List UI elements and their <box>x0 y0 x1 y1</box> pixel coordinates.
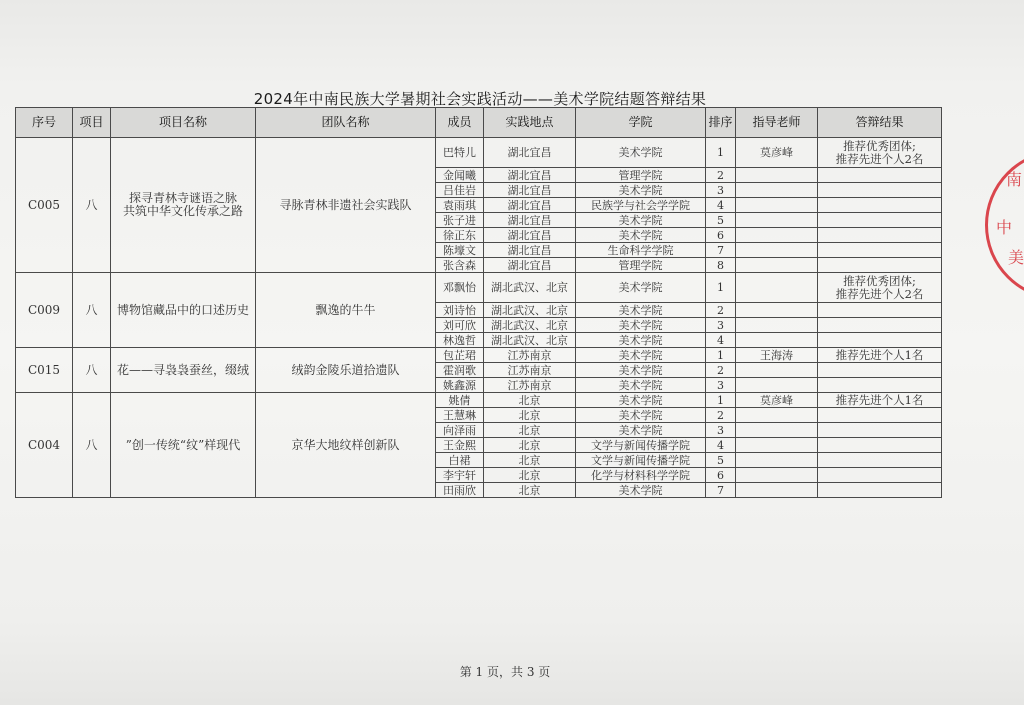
defense-result <box>818 333 942 348</box>
member-name: 林逸哲 <box>436 333 484 348</box>
practice-place: 北京 <box>484 393 576 408</box>
member-name: 金闻曦 <box>436 168 484 183</box>
advisor-name <box>736 438 818 453</box>
member-name: 巴特儿 <box>436 138 484 168</box>
advisor-name: 王海涛 <box>736 348 818 363</box>
defense-result <box>818 213 942 228</box>
advisor-name <box>736 363 818 378</box>
table-body <box>16 138 942 498</box>
member-order: 3 <box>706 183 736 198</box>
defense-result: 推荐优秀团体; 推荐先进个人2名 <box>818 273 942 303</box>
college-name: 美术学院 <box>576 213 706 228</box>
member-order: 7 <box>706 243 736 258</box>
member-name: 张含森 <box>436 258 484 273</box>
defense-result <box>818 243 942 258</box>
member-order: 2 <box>706 168 736 183</box>
college-name: 生命科学学院 <box>576 243 706 258</box>
practice-place: 湖北宜昌 <box>484 198 576 213</box>
member-order: 2 <box>706 303 736 318</box>
member-order: 1 <box>706 138 736 168</box>
defense-result <box>818 318 942 333</box>
member-order: 6 <box>706 228 736 243</box>
defense-result <box>818 363 942 378</box>
advisor-name <box>736 423 818 438</box>
defense-result <box>818 183 942 198</box>
col-header-place: 实践地点 <box>484 108 576 138</box>
member-order: 2 <box>706 363 736 378</box>
header-row <box>16 108 942 138</box>
college-name: 美术学院 <box>576 333 706 348</box>
college-name: 美术学院 <box>576 348 706 363</box>
col-header-order: 排序 <box>706 108 736 138</box>
member-name: 王慧琳 <box>436 408 484 423</box>
member-name: 吕佳岩 <box>436 183 484 198</box>
project-code: C004 <box>16 393 73 498</box>
table-row <box>16 138 942 168</box>
project-name: 探寻青林寺谜语之脉 共筑中华文化传承之路 <box>111 138 256 273</box>
document-title: 2024年中南民族大学暑期社会实践活动——美术学院结题答辩结果 <box>253 90 707 108</box>
college-name: 管理学院 <box>576 258 706 273</box>
defense-result <box>818 408 942 423</box>
practice-place: 江苏南京 <box>484 378 576 393</box>
defense-result <box>818 258 942 273</box>
college-name: 美术学院 <box>576 228 706 243</box>
college-name: 化学与材料科学学院 <box>576 468 706 483</box>
member-name: 姚鑫源 <box>436 378 484 393</box>
college-name: 美术学院 <box>576 303 706 318</box>
practice-place: 湖北宜昌 <box>484 183 576 198</box>
project-code: C005 <box>16 138 73 273</box>
project-name: 花——寻袅袅蚕丝，缀绒 <box>111 348 256 393</box>
member-name: 刘诗怡 <box>436 303 484 318</box>
defense-result: 推荐优秀团体; 推荐先进个人2名 <box>818 138 942 168</box>
member-order: 2 <box>706 408 736 423</box>
college-name: 美术学院 <box>576 363 706 378</box>
member-name: 袁雨琪 <box>436 198 484 213</box>
college-name: 美术学院 <box>576 378 706 393</box>
college-name: 美术学院 <box>576 483 706 498</box>
practice-place: 湖北宜昌 <box>484 228 576 243</box>
member-order: 4 <box>706 198 736 213</box>
red-seal-stamp <box>985 150 1024 300</box>
member-order: 1 <box>706 348 736 363</box>
defense-result <box>818 198 942 213</box>
member-order: 4 <box>706 438 736 453</box>
member-name: 王金熙 <box>436 438 484 453</box>
results-table <box>15 107 942 498</box>
advisor-name <box>736 183 818 198</box>
defense-result <box>818 468 942 483</box>
member-order: 1 <box>706 393 736 408</box>
project-code: C009 <box>16 273 73 348</box>
col-header-index: 序号 <box>16 108 73 138</box>
college-name: 美术学院 <box>576 393 706 408</box>
member-order: 5 <box>706 453 736 468</box>
college-name: 美术学院 <box>576 273 706 303</box>
practice-place: 北京 <box>484 423 576 438</box>
advisor-name <box>736 273 818 303</box>
advisor-name <box>736 318 818 333</box>
member-name: 徐正东 <box>436 228 484 243</box>
practice-place: 江苏南京 <box>484 348 576 363</box>
practice-place: 湖北武汉、北京 <box>484 333 576 348</box>
advisor-name <box>736 168 818 183</box>
project-name: 博物馆藏品中的口述历史 <box>111 273 256 348</box>
advisor-name <box>736 408 818 423</box>
advisor-name <box>736 333 818 348</box>
practice-place: 江苏南京 <box>484 363 576 378</box>
practice-place: 北京 <box>484 468 576 483</box>
member-order: 3 <box>706 378 736 393</box>
college-name: 美术学院 <box>576 408 706 423</box>
advisor-name <box>736 378 818 393</box>
practice-place: 湖北宜昌 <box>484 243 576 258</box>
practice-place: 湖北宜昌 <box>484 138 576 168</box>
project-category: 八 <box>73 273 111 348</box>
college-name: 美术学院 <box>576 183 706 198</box>
defense-result <box>818 378 942 393</box>
practice-place: 湖北武汉、北京 <box>484 318 576 333</box>
stamp-char: 南 <box>1006 170 1023 189</box>
defense-result <box>818 483 942 498</box>
member-order: 7 <box>706 483 736 498</box>
stamp-char: 美 <box>1008 248 1024 267</box>
col-header-college: 学院 <box>576 108 706 138</box>
team-name: 寻脉青林非遗社会实践队 <box>256 138 436 273</box>
member-name: 向泽雨 <box>436 423 484 438</box>
practice-place: 北京 <box>484 408 576 423</box>
advisor-name <box>736 228 818 243</box>
table-row <box>16 348 942 363</box>
team-name: 京华大地纹样创新队 <box>256 393 436 498</box>
page-footer: 第 1 页，共 3 页 <box>459 665 551 679</box>
advisor-name <box>736 303 818 318</box>
stamp-char: 中 <box>996 218 1013 237</box>
practice-place: 湖北武汉、北京 <box>484 273 576 303</box>
member-name: 刘可欣 <box>436 318 484 333</box>
col-header-advisor: 指导老师 <box>736 108 818 138</box>
college-name: 文学与新闻传播学院 <box>576 453 706 468</box>
practice-place: 湖北宜昌 <box>484 168 576 183</box>
member-name: 姚倩 <box>436 393 484 408</box>
member-name: 霍润歌 <box>436 363 484 378</box>
defense-result <box>818 438 942 453</box>
defense-result <box>818 453 942 468</box>
member-name: 白裙 <box>436 453 484 468</box>
project-code: C015 <box>16 348 73 393</box>
defense-result <box>818 228 942 243</box>
member-order: 1 <box>706 273 736 303</box>
defense-result <box>818 303 942 318</box>
col-header-member: 成员 <box>436 108 484 138</box>
member-order: 4 <box>706 333 736 348</box>
advisor-name <box>736 258 818 273</box>
college-name: 美术学院 <box>576 318 706 333</box>
practice-place: 北京 <box>484 453 576 468</box>
table-row <box>16 273 942 303</box>
advisor-name: 莫彦峰 <box>736 393 818 408</box>
advisor-name <box>736 243 818 258</box>
college-name: 美术学院 <box>576 138 706 168</box>
member-order: 5 <box>706 213 736 228</box>
col-header-project: 项目名称 <box>111 108 256 138</box>
member-order: 3 <box>706 423 736 438</box>
project-name: ”创一传统“纹”样现代 <box>111 393 256 498</box>
practice-place: 湖北宜昌 <box>484 213 576 228</box>
advisor-name <box>736 468 818 483</box>
member-name: 田雨欣 <box>436 483 484 498</box>
practice-place: 湖北宜昌 <box>484 258 576 273</box>
table-row <box>16 393 942 408</box>
defense-result: 推荐先进个人1名 <box>818 393 942 408</box>
member-name: 包芷珺 <box>436 348 484 363</box>
practice-place: 北京 <box>484 483 576 498</box>
advisor-name: 莫彦峰 <box>736 138 818 168</box>
advisor-name <box>736 453 818 468</box>
advisor-name <box>736 213 818 228</box>
member-name: 张子进 <box>436 213 484 228</box>
member-name: 李宇轩 <box>436 468 484 483</box>
practice-place: 北京 <box>484 438 576 453</box>
college-name: 民族学与社会学学院 <box>576 198 706 213</box>
col-header-category: 项目 <box>73 108 111 138</box>
college-name: 美术学院 <box>576 423 706 438</box>
advisor-name <box>736 483 818 498</box>
col-header-team: 团队名称 <box>256 108 436 138</box>
college-name: 文学与新闻传播学院 <box>576 438 706 453</box>
project-category: 八 <box>73 138 111 273</box>
col-header-result: 答辩结果 <box>818 108 942 138</box>
member-name: 陈壕文 <box>436 243 484 258</box>
defense-result <box>818 168 942 183</box>
advisor-name <box>736 198 818 213</box>
member-name: 邓飘怡 <box>436 273 484 303</box>
project-category: 八 <box>73 348 111 393</box>
member-order: 8 <box>706 258 736 273</box>
college-name: 管理学院 <box>576 168 706 183</box>
team-name: 飘逸的牛牛 <box>256 273 436 348</box>
practice-place: 湖北武汉、北京 <box>484 303 576 318</box>
project-category: 八 <box>73 393 111 498</box>
team-name: 绒韵金陵乐道拾遗队 <box>256 348 436 393</box>
defense-result: 推荐先进个人1名 <box>818 348 942 363</box>
member-order: 3 <box>706 318 736 333</box>
defense-result <box>818 423 942 438</box>
member-order: 6 <box>706 468 736 483</box>
